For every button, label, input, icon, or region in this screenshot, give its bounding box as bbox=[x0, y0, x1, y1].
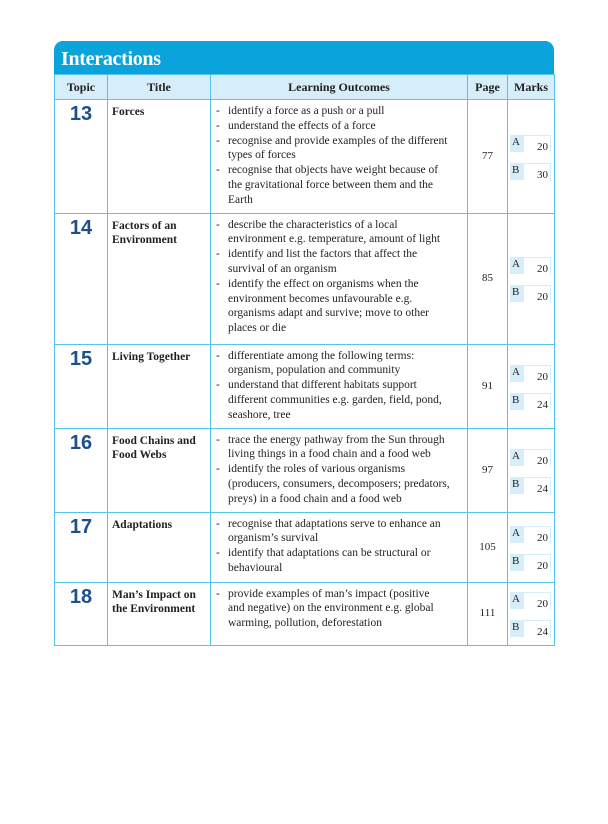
mark-b bbox=[510, 285, 551, 302]
bullet-dash: - bbox=[216, 248, 220, 261]
bullet-dash: - bbox=[216, 218, 220, 231]
mark-value: 20 bbox=[537, 263, 548, 276]
mark-label: A bbox=[510, 135, 524, 152]
outcome-line: survival of an organism bbox=[228, 262, 337, 275]
outcome-item bbox=[215, 517, 465, 547]
outcome-line: understand that different habitats support bbox=[228, 379, 417, 392]
outcome-line: seashore, tree bbox=[228, 408, 291, 421]
page-number: 85 bbox=[468, 213, 508, 344]
outcome-line: describe the characteristics of a local bbox=[228, 218, 398, 231]
outcome-line: different communities e.g. garden, field, pond, bbox=[228, 393, 442, 406]
marks-cell bbox=[508, 344, 555, 428]
outcome-list bbox=[215, 433, 465, 507]
page-number: 91 bbox=[468, 344, 508, 428]
header-page: Page bbox=[468, 75, 508, 100]
topic-number: 14 bbox=[55, 213, 108, 344]
outcome-line: preys) in a food chain and a food web bbox=[228, 492, 402, 505]
outcome-line: recognise that objects have weight because of bbox=[228, 164, 439, 177]
marks-cell bbox=[508, 213, 555, 344]
mark-label: B bbox=[510, 554, 524, 571]
table-row bbox=[55, 344, 555, 428]
bullet-dash: - bbox=[216, 517, 220, 530]
interactions-card bbox=[54, 41, 554, 646]
topic-title-line: Living Together bbox=[112, 350, 191, 363]
mark-a bbox=[510, 592, 551, 609]
outcome-item bbox=[215, 378, 465, 422]
outcome-line: recognise that adaptations serve to enhance an bbox=[228, 517, 441, 530]
mark-b bbox=[510, 163, 551, 180]
mark-label: B bbox=[510, 163, 524, 180]
mark-value: 20 bbox=[537, 531, 548, 544]
bullet-dash: - bbox=[216, 433, 220, 446]
topic-number: 15 bbox=[55, 344, 108, 428]
outcome-line: behavioural bbox=[228, 561, 283, 574]
marks-cell bbox=[508, 100, 555, 214]
outcome-line: provide examples of man’s impact (positive bbox=[228, 587, 430, 600]
outcome-line: identify a force as a push or a pull bbox=[228, 105, 385, 117]
outcome-line: identify and list the factors that affect the bbox=[228, 248, 418, 261]
bullet-dash: - bbox=[216, 277, 220, 290]
mark-value: 20 bbox=[537, 291, 548, 304]
outcome-line: and negative) on the environment e.g. global bbox=[228, 602, 434, 615]
header-outcomes: Learning Outcomes bbox=[211, 75, 468, 100]
topic-title bbox=[108, 213, 211, 344]
mark-b bbox=[510, 393, 551, 410]
outcome-line: recognise and provide examples of the different bbox=[228, 134, 448, 147]
outcome-line: Earth bbox=[228, 193, 253, 206]
outcome-line: trace the energy pathway from the Sun through bbox=[228, 433, 445, 446]
topic-number: 13 bbox=[55, 100, 108, 214]
topic-title bbox=[108, 582, 211, 645]
page-number: 97 bbox=[468, 428, 508, 512]
mark-a bbox=[510, 365, 551, 382]
mark-value: 20 bbox=[537, 370, 548, 383]
learning-outcomes bbox=[211, 582, 468, 645]
mark-b bbox=[510, 620, 551, 637]
outcome-item bbox=[215, 247, 465, 277]
outcome-item bbox=[215, 119, 465, 134]
topic-title-line: Forces bbox=[112, 106, 145, 118]
topic-number: 17 bbox=[55, 512, 108, 582]
outcome-line: understand the effects of a force bbox=[228, 119, 376, 132]
page-number: 111 bbox=[468, 582, 508, 645]
outcome-line: warming, pollution, deforestation bbox=[228, 617, 382, 630]
outcome-line: environment becomes unfavourable e.g. bbox=[228, 292, 413, 305]
table-row bbox=[55, 428, 555, 512]
mark-value: 20 bbox=[537, 454, 548, 467]
outcome-item bbox=[215, 349, 465, 379]
outcome-line: (producers, consumers, decomposers; predators, bbox=[228, 477, 450, 490]
mark-value: 24 bbox=[537, 626, 548, 639]
outcome-line: organism’s survival bbox=[228, 532, 319, 545]
outcome-list bbox=[215, 517, 465, 576]
topic-title bbox=[108, 344, 211, 428]
topic-title bbox=[108, 512, 211, 582]
table-row bbox=[55, 582, 555, 645]
learning-outcomes bbox=[211, 428, 468, 512]
mark-b bbox=[510, 477, 551, 494]
mark-label: B bbox=[510, 620, 524, 637]
bullet-dash: - bbox=[216, 105, 220, 117]
bullet-dash: - bbox=[216, 587, 220, 600]
mark-label: A bbox=[510, 449, 524, 466]
learning-outcomes bbox=[211, 213, 468, 344]
mark-label: A bbox=[510, 365, 524, 382]
section-title: Interactions bbox=[54, 41, 554, 74]
outcome-item bbox=[215, 277, 465, 336]
outcome-line: organisms adapt and survive; move to other bbox=[228, 307, 429, 320]
topic-title-line: Man’s Impact on bbox=[112, 588, 196, 601]
mark-a bbox=[510, 449, 551, 466]
topic-number: 16 bbox=[55, 428, 108, 512]
topic-title-line: Food Webs bbox=[112, 449, 167, 462]
topics-table bbox=[54, 74, 555, 646]
topic-title-line: Environment bbox=[112, 234, 177, 247]
bullet-dash: - bbox=[216, 379, 220, 392]
outcome-list bbox=[215, 349, 465, 423]
mark-value: 20 bbox=[537, 140, 548, 153]
page-number: 105 bbox=[468, 512, 508, 582]
outcome-item bbox=[215, 462, 465, 506]
topic-title bbox=[108, 428, 211, 512]
bullet-dash: - bbox=[216, 134, 220, 147]
outcome-line: organism, population and community bbox=[228, 364, 401, 377]
mark-value: 24 bbox=[537, 482, 548, 495]
mark-a bbox=[510, 135, 551, 152]
table-row bbox=[55, 213, 555, 344]
outcome-item bbox=[215, 104, 465, 119]
page-number: 77 bbox=[468, 100, 508, 214]
outcome-list bbox=[215, 587, 465, 631]
mark-b bbox=[510, 554, 551, 571]
mark-label: A bbox=[510, 257, 524, 274]
header-title: Title bbox=[108, 75, 211, 100]
bullet-dash: - bbox=[216, 164, 220, 177]
header-marks: Marks bbox=[508, 75, 555, 100]
learning-outcomes bbox=[211, 512, 468, 582]
topic-number: 18 bbox=[55, 582, 108, 645]
mark-value: 30 bbox=[537, 168, 548, 181]
bullet-dash: - bbox=[216, 547, 220, 560]
table-row bbox=[55, 512, 555, 582]
outcome-line: living things in a food chain and a food web bbox=[228, 448, 431, 461]
marks-cell bbox=[508, 512, 555, 582]
outcome-line: differentiate among the following terms: bbox=[228, 349, 415, 362]
learning-outcomes bbox=[211, 100, 468, 214]
mark-label: B bbox=[510, 393, 524, 410]
marks-cell bbox=[508, 582, 555, 645]
header-topic: Topic bbox=[55, 75, 108, 100]
outcome-item bbox=[215, 134, 465, 164]
topic-title-line: Adaptations bbox=[112, 518, 173, 531]
outcome-line: places or die bbox=[228, 322, 287, 335]
outcome-item bbox=[215, 433, 465, 463]
mark-label: A bbox=[510, 526, 524, 543]
outcome-item bbox=[215, 163, 465, 207]
outcome-item bbox=[215, 218, 465, 248]
table-row bbox=[55, 100, 555, 214]
topic-title-line: the Environment bbox=[112, 603, 196, 616]
mark-label: A bbox=[510, 592, 524, 609]
bullet-dash: - bbox=[216, 349, 220, 362]
mark-value: 24 bbox=[537, 398, 548, 411]
topic-title-line: Food Chains and bbox=[112, 434, 196, 447]
topic-title-line: Factors of an bbox=[112, 219, 177, 232]
outcome-item bbox=[215, 546, 465, 576]
outcome-item bbox=[215, 587, 465, 631]
header-row bbox=[55, 75, 555, 100]
outcome-list bbox=[215, 104, 465, 208]
mark-value: 20 bbox=[537, 559, 548, 572]
bullet-dash: - bbox=[216, 119, 220, 132]
learning-outcomes bbox=[211, 344, 468, 428]
mark-value: 20 bbox=[537, 598, 548, 611]
outcome-line: environment e.g. temperature, amount of light bbox=[228, 233, 441, 246]
mark-label: B bbox=[510, 285, 524, 302]
mark-label: B bbox=[510, 477, 524, 494]
outcome-line: identify the roles of various organisms bbox=[228, 463, 406, 476]
outcome-line: identify the effect on organisms when the bbox=[228, 277, 419, 290]
outcome-line: types of forces bbox=[228, 149, 296, 162]
outcome-line: identify that adaptations can be structural or bbox=[228, 547, 431, 560]
mark-a bbox=[510, 257, 551, 274]
outcome-list bbox=[215, 218, 465, 336]
mark-a bbox=[510, 526, 551, 543]
topic-title bbox=[108, 100, 211, 214]
outcome-line: the gravitational force between them and the bbox=[228, 178, 433, 191]
marks-cell bbox=[508, 428, 555, 512]
table-body bbox=[55, 100, 555, 646]
bullet-dash: - bbox=[216, 463, 220, 476]
